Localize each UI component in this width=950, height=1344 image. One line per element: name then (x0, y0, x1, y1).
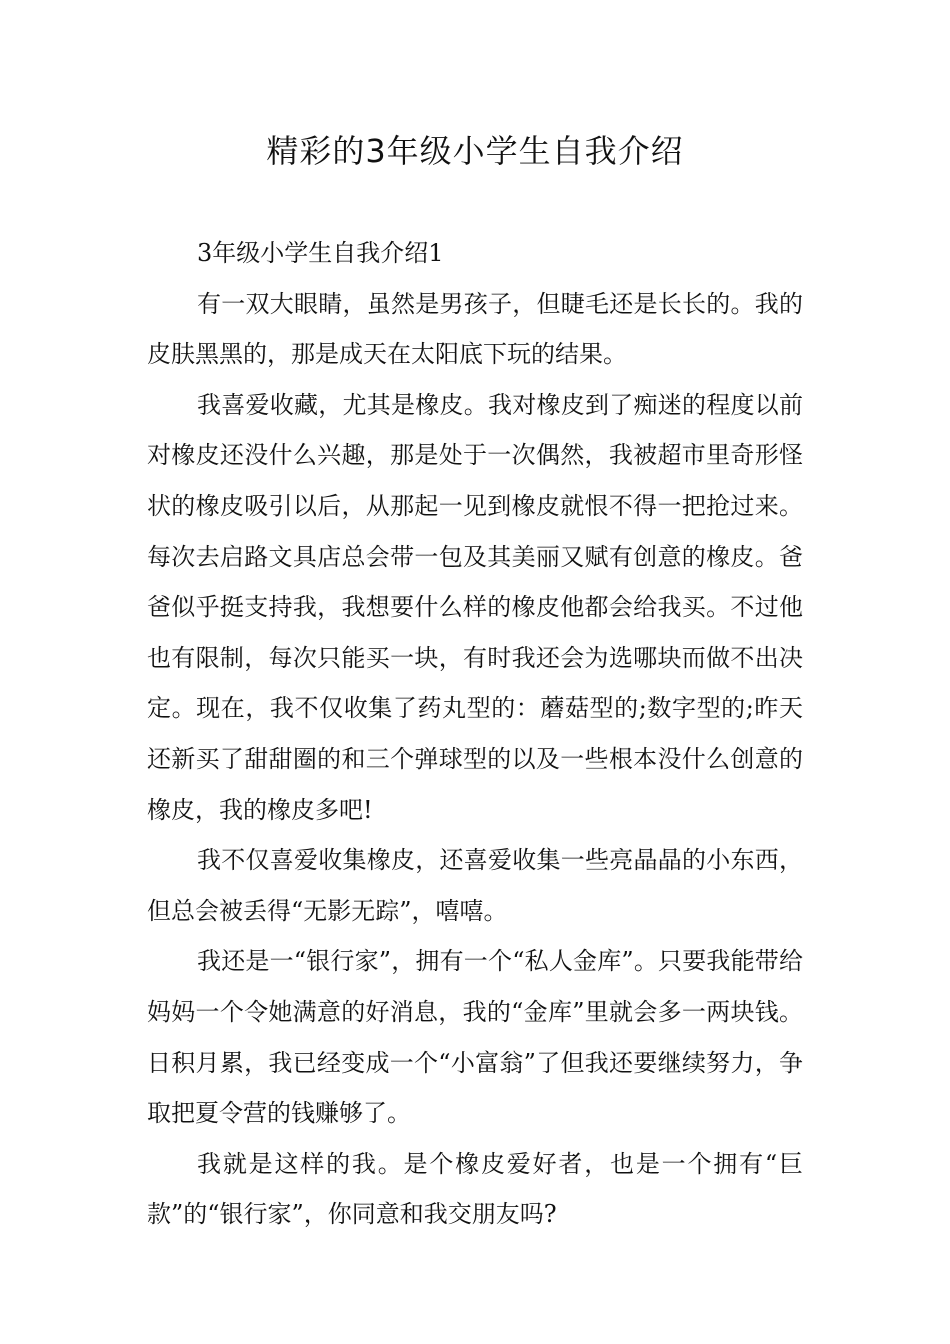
section-heading: 3年级小学生自我介绍1 (197, 239, 444, 267)
document-title: 精彩的3年级小学生自我介绍 (266, 132, 684, 170)
paragraph: 我喜爱收藏，尤其是橡皮。我对橡皮到了痴迷的程度以前对橡皮还没什么兴趣，那是处于一次偶然，我被超市里奇形怪状的橡皮吸引以后，从那起一见到橡皮就恨不得一把抢过来。每次去启路文具店总会带一包及其美丽又赋有创意的橡皮。爸爸似乎挺支持我，我想要什么样的橡皮他都会给我买。不过他也有限制，每次只能买一块，有时我还会为选哪块而做不出决定。现在，我不仅收集了药丸型的：蘑菇型的;数字型的;昨天还新买了甜甜圈的和三个弹球型的以及一些根本没什么创意的橡皮，我的橡皮多吧! (147, 390, 803, 824)
paragraph: 有一双大眼睛，虽然是男孩子，但睫毛还是长长的。我的皮肤黑黑的，那是成天在太阳底下玩的结果。 (147, 289, 803, 369)
paragraph: 我还是一“银行家”，拥有一个“私人金库”。只要我能带给妈妈一个令她满意的好消息，我的“金库”里就会多一两块钱。日积月累，我已经变成一个“小富翁”了但我还要继续努力，争取把夏令营的钱赚够了。 (147, 947, 803, 1128)
document-body (147, 228, 803, 1240)
paragraph: 我就是这样的我。是个橡皮爱好者，也是一个拥有“巨款”的“银行家”，你同意和我交朋友吗? (147, 1149, 803, 1229)
paragraph: 我不仅喜爱收集橡皮，还喜爱收集一些亮晶晶的小东西，但总会被丢得“无影无踪”，嘻嘻。 (147, 846, 803, 925)
